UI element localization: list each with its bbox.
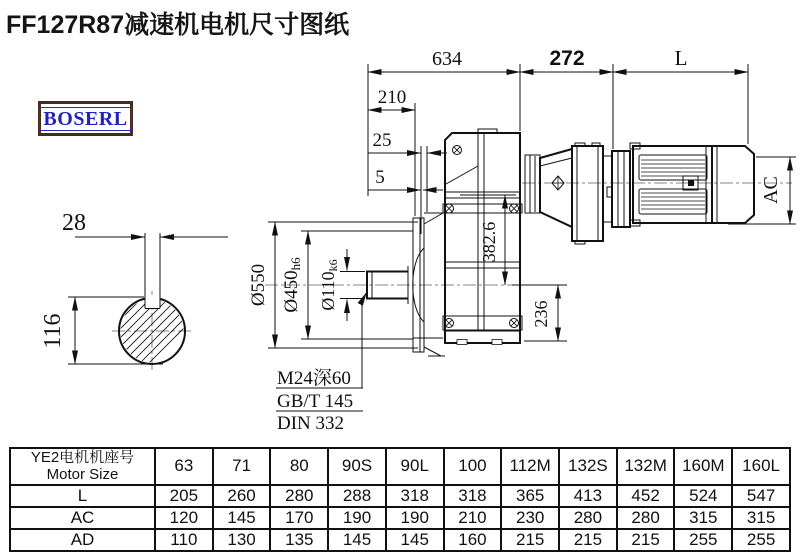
table-cell: 145 [386,529,444,551]
note-tap: M24深60 [277,368,351,389]
header-en: Motor Size [46,465,119,483]
table-cell: 260 [213,485,271,507]
table-cell: 145 [328,529,386,551]
table-cell: 230 [501,507,559,529]
table-cell: 413 [559,485,617,507]
table-cell: 318 [386,485,444,507]
table-cell: 120 [155,507,213,529]
brand-logo-text: BOSERL [39,107,131,131]
dim-spigot-od: Ø450h6 [281,257,303,313]
table-cell: 190 [328,507,386,529]
table-row [10,485,790,507]
col-header: 90S [328,448,386,485]
dim-634: 634 [432,48,462,70]
table-cell: 452 [617,485,675,507]
note-std1: GB/T 145 [277,391,354,412]
note-std2: DIN 332 [277,413,345,434]
table-cell: 288 [328,485,386,507]
table-cell: 190 [386,507,444,529]
col-header: 160M [674,448,732,485]
row-label: L [10,485,155,507]
table-cell: 315 [732,507,790,529]
dim-25: 25 [372,130,392,151]
col-header: 132S [559,448,617,485]
plug-icon [552,176,564,190]
table-cell: 280 [559,507,617,529]
table-row [10,507,790,529]
dim-5: 5 [375,167,385,188]
row-label: AC [10,507,155,529]
table-row [10,529,790,551]
table-cell: 205 [155,485,213,507]
table-cell: 255 [674,529,732,551]
col-header: 71 [213,448,271,485]
header-cn: YE2电机机座号 [30,449,135,466]
dim-382: 382.6 [479,221,499,263]
table-cell: 110 [155,529,213,551]
table-cell: 280 [270,485,328,507]
table-cell: 365 [501,485,559,507]
col-header: 160L [732,448,790,485]
table-cell: 255 [732,529,790,551]
bolt-icon [453,146,462,155]
thread-note [276,293,367,435]
shaft-section-view [40,210,230,372]
dim-116: 116 [40,313,66,349]
table-cell: 547 [732,485,790,507]
fan-cowl [712,146,754,223]
col-header: 80 [270,448,328,485]
col-header: 63 [155,448,213,485]
bolt-icon [510,319,519,328]
motor [630,143,754,226]
col-header: 112M [501,448,559,485]
table-cell: 215 [501,529,559,551]
table-header-row [10,448,790,485]
table-cell: 160 [444,529,502,551]
table-cell: 145 [213,507,271,529]
table-cell: 215 [559,529,617,551]
dim-ac: AC [760,176,782,204]
input-stage [525,143,630,244]
table-cell: 280 [617,507,675,529]
col-header: 100 [444,448,502,485]
top-dimensions [368,46,748,234]
table-cell: 318 [444,485,502,507]
table-cell: 315 [674,507,732,529]
table-cell: 524 [674,485,732,507]
keyway-notch [145,295,160,309]
dim-210: 210 [377,87,407,108]
motor-fins [641,160,705,209]
dim-28: 28 [62,210,86,236]
table-cell: 210 [444,507,502,529]
dim-flange-od: Ø550 [248,263,269,307]
motor-size-table [9,447,791,552]
table-cell: 130 [213,529,271,551]
table-cell: 170 [270,507,328,529]
hatching [50,282,230,372]
table-cell: 135 [270,529,328,551]
col-header: 90L [386,448,444,485]
dim-236: 236 [531,300,551,328]
col-header: 132M [617,448,675,485]
page-title: FF127R87减速机电机尺寸图纸 [6,11,350,39]
table-cell: 215 [617,529,675,551]
dim-shaft-od: Ø110k6 [318,259,340,311]
dim-L: L [674,46,688,70]
row-label: AD [10,529,155,551]
bolt-icon [510,204,519,213]
dim-272: 272 [549,47,585,70]
table-corner-header [10,448,155,485]
ac-dimension [728,157,796,224]
